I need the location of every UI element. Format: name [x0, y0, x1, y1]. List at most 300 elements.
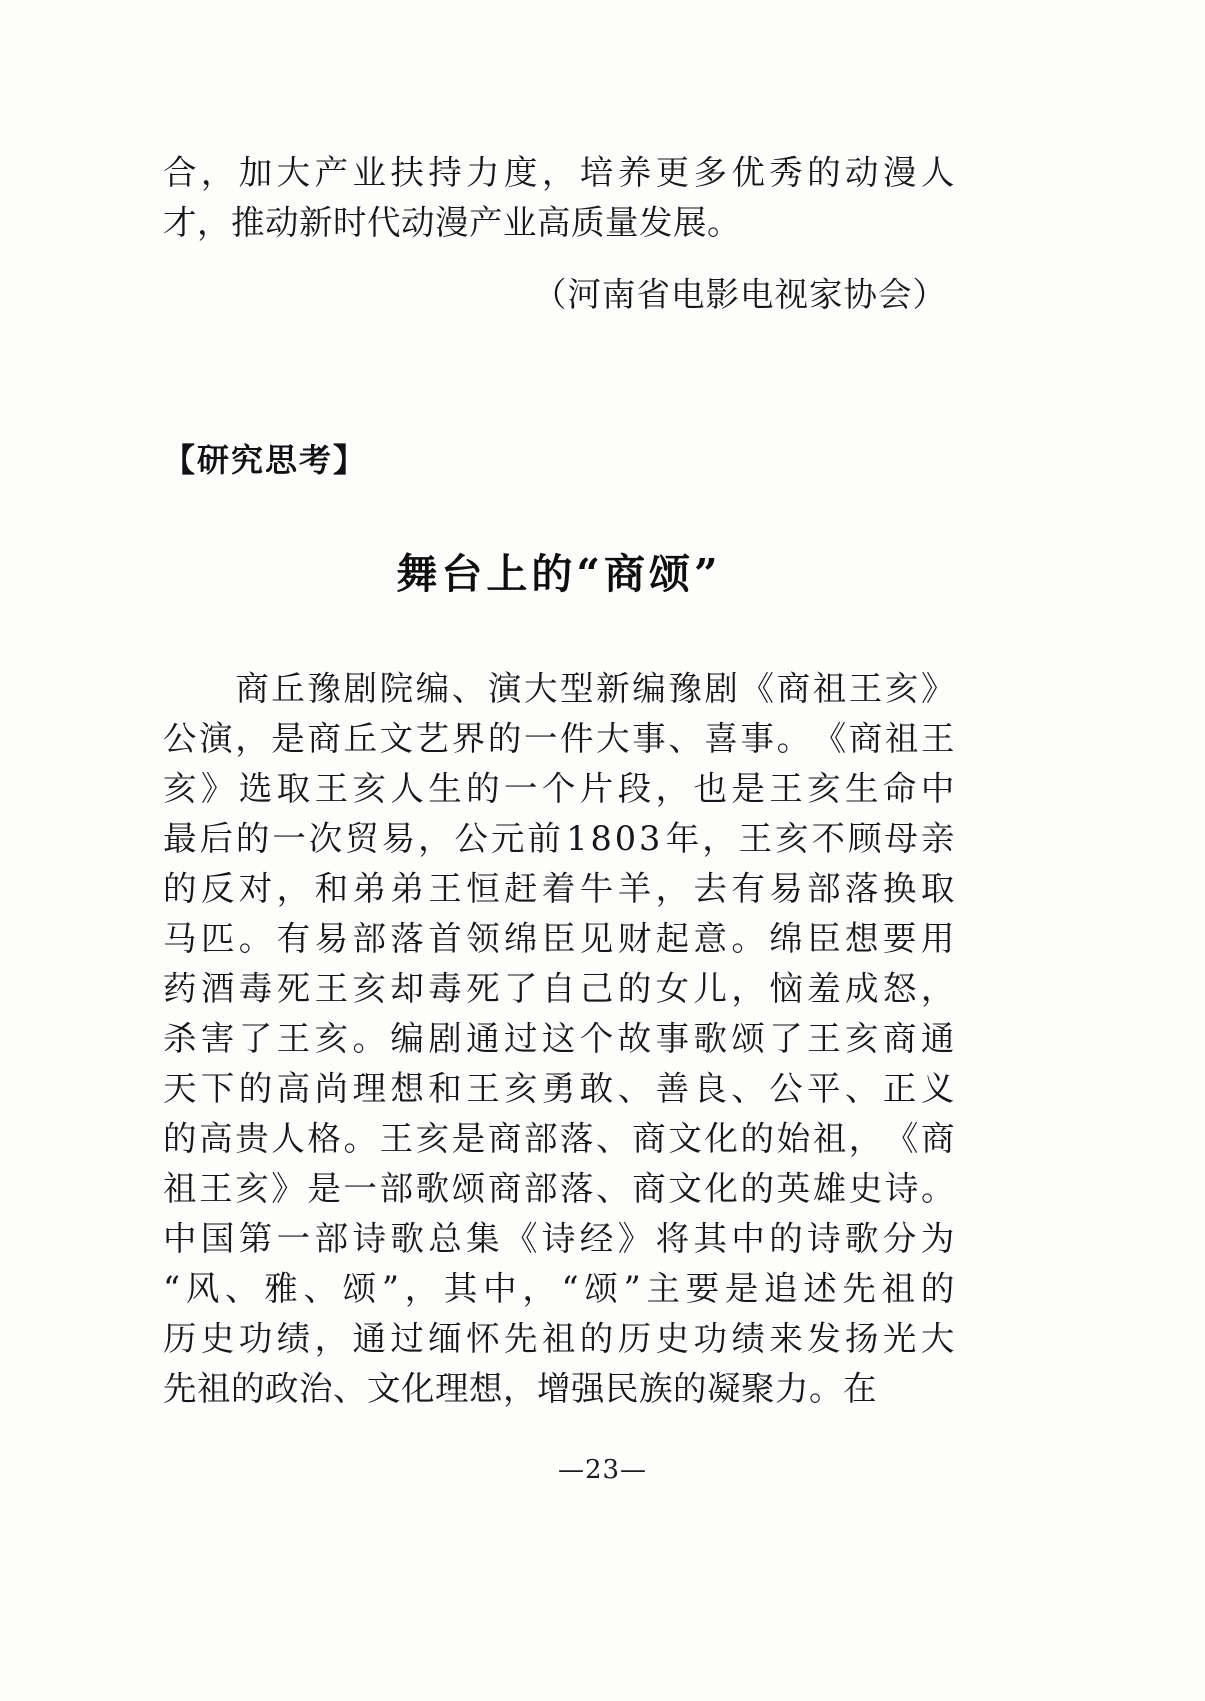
body-char: 英	[776, 1169, 811, 1208]
body-char: 的	[466, 769, 501, 808]
body-char: 国	[200, 1219, 235, 1258]
body-char: 其	[693, 1219, 728, 1258]
body-char: 亥	[884, 669, 919, 708]
body-char: 落	[390, 919, 425, 958]
body-char: 天	[163, 1069, 197, 1108]
body-char: 自	[541, 969, 576, 1008]
body-char: 事	[655, 1019, 690, 1058]
body-char: ，	[418, 819, 453, 858]
body-char: 王	[314, 769, 349, 808]
body-char: 和	[314, 869, 349, 908]
body-char: 中	[920, 769, 955, 808]
body-char: 生	[845, 769, 880, 808]
body-char: 0	[614, 819, 637, 858]
body-char: 王	[920, 719, 955, 758]
body-char: 剧	[704, 669, 739, 708]
body-char: 。	[343, 1119, 378, 1158]
body-char: 商	[487, 1169, 522, 1208]
body-char: 、	[596, 1119, 631, 1158]
body-char: 史	[655, 1319, 690, 1358]
body-char: 雄	[812, 1169, 847, 1208]
body-char: 剧	[343, 669, 378, 708]
body-char: 颂	[342, 1269, 377, 1308]
body-char: 商	[920, 1119, 955, 1158]
body-char: 3	[639, 819, 661, 858]
body-char: 化	[704, 1169, 739, 1208]
body-char: 一	[272, 819, 307, 858]
body-char: 历	[163, 1319, 197, 1358]
body-char: 毒	[238, 969, 273, 1008]
closing-char: 更	[655, 153, 690, 192]
closing-char: 优	[731, 153, 766, 192]
body-char: 王	[738, 819, 773, 858]
body-char: 成	[845, 969, 880, 1008]
body-char: 演	[199, 719, 234, 758]
body-char: 王	[807, 1019, 842, 1058]
body-char: 怒	[882, 969, 917, 1008]
body-char: 羞	[807, 969, 842, 1008]
body-char: 最	[163, 819, 197, 858]
body-char: 良	[693, 1069, 728, 1108]
body-char: 亥	[235, 1169, 270, 1208]
body-char: 部	[523, 1119, 558, 1158]
body-char: 祖	[812, 1119, 847, 1158]
closing-char: 养	[617, 153, 652, 192]
body-char: 了	[238, 1019, 273, 1058]
body-char: 喜	[704, 719, 739, 758]
body-char: 意	[693, 919, 728, 958]
body-char: 王	[199, 1169, 234, 1208]
body-char: 。	[920, 1169, 955, 1208]
body-char: 王	[276, 1019, 311, 1058]
body-char: 、	[225, 1269, 260, 1308]
body-char: 、	[845, 1069, 880, 1108]
body-char: 死	[276, 969, 311, 1008]
body-char: 1	[566, 819, 589, 858]
body-char: 的	[740, 1119, 775, 1158]
body-char: 弟	[352, 869, 387, 908]
body-char: ，	[702, 819, 737, 858]
body-char: 易	[314, 919, 349, 958]
body-char: 一	[504, 769, 539, 808]
body-char: 经	[579, 1219, 614, 1258]
body-char: 新	[596, 669, 631, 708]
body-char: 中	[483, 1269, 518, 1308]
body-char: 商	[307, 719, 342, 758]
body-char: 事	[740, 719, 775, 758]
body-char: 首	[428, 919, 463, 958]
body-char: 艺	[415, 719, 450, 758]
body-char: 诗	[352, 1219, 387, 1258]
body-char: 故	[617, 1019, 652, 1058]
page-number: —23—	[557, 1455, 648, 1485]
body-char: 的	[163, 1119, 197, 1158]
body-line	[163, 864, 955, 914]
section-marker: 【研究思考】	[163, 442, 368, 478]
closing-char: 秀	[769, 153, 804, 192]
closing-char: 漫	[882, 153, 917, 192]
closing-char: 的	[807, 153, 842, 192]
body-char: 风	[185, 1269, 220, 1308]
body-char: 敢	[579, 1069, 614, 1108]
body-char: 诗	[884, 1169, 919, 1208]
body-char: 丘	[343, 719, 378, 758]
body-char: 换	[882, 869, 917, 908]
closing-char: 扶	[390, 153, 425, 192]
body-char: 落	[845, 869, 880, 908]
body-char: 想	[390, 1069, 425, 1108]
body-char: ，	[731, 969, 766, 1008]
body-char: ，	[920, 969, 955, 1008]
body-char: 高	[199, 1119, 234, 1158]
body-char: 义	[920, 1069, 955, 1108]
body-char: 领	[466, 919, 501, 958]
body-char: 商	[632, 1119, 667, 1158]
body-char: 下	[200, 1069, 235, 1108]
body-char: 缅	[428, 1319, 463, 1358]
body-char: 顾	[847, 819, 882, 858]
closing-char: 合	[163, 153, 197, 192]
body-char: 史	[200, 1319, 235, 1358]
body-char: 落	[560, 1169, 595, 1208]
body-char: 易	[769, 869, 804, 908]
closing-char: 加	[238, 153, 273, 192]
body-char: 的	[235, 819, 270, 858]
body-char: 通	[466, 1019, 501, 1058]
body-line	[163, 764, 955, 814]
body-line	[163, 1014, 955, 1064]
body-line-text: 先祖的政治、文化理想，增强民族的凝聚力。在	[163, 1369, 877, 1408]
body-char: 、	[731, 1069, 766, 1108]
body-char: 为	[920, 1219, 955, 1258]
closing-char: 力	[466, 153, 501, 192]
body-char: 毒	[428, 969, 463, 1008]
body-char: 也	[693, 769, 728, 808]
body-char: 易	[381, 819, 416, 858]
body-char: 却	[390, 969, 425, 1008]
body-char: 部	[523, 1169, 558, 1208]
body-char: 杀	[163, 1019, 197, 1058]
body-char: 界	[451, 719, 486, 758]
body-char: 大	[523, 669, 558, 708]
body-char: 大	[920, 1319, 955, 1358]
body-char: 了	[504, 969, 539, 1008]
body-char: 。	[352, 1019, 387, 1058]
article-body	[163, 664, 955, 1414]
body-char: 的	[920, 1269, 955, 1308]
closing-char: 人	[920, 153, 955, 192]
body-char: 取	[920, 869, 955, 908]
body-char: 商	[776, 669, 811, 708]
body-char: 、	[303, 1269, 338, 1308]
body-char: 恼	[769, 969, 804, 1008]
body-char: 祖	[881, 1269, 916, 1308]
body-char: 亥	[845, 1019, 880, 1058]
body-char: ，	[314, 1319, 349, 1358]
body-char: 善	[655, 1069, 690, 1108]
body-char: 生	[428, 769, 463, 808]
body-char: 用	[920, 919, 955, 958]
body-char: 商	[632, 1169, 667, 1208]
body-char: 这	[541, 1019, 576, 1058]
body-line	[163, 814, 955, 864]
body-char: 歌	[845, 1219, 880, 1258]
body-char: 牛	[579, 869, 614, 908]
body-char: 一	[276, 1219, 311, 1258]
body-char: 》	[200, 769, 235, 808]
text-column	[163, 148, 955, 1414]
body-char: 高	[276, 1069, 311, 1108]
body-char: 集	[466, 1219, 501, 1258]
body-char: 编	[415, 669, 450, 708]
body-char: ”	[623, 1269, 642, 1308]
body-char: 绵	[769, 919, 804, 958]
body-char: 想	[845, 919, 880, 958]
body-char: 《	[740, 669, 775, 708]
body-char: 匹	[200, 919, 235, 958]
body-line	[163, 964, 955, 1014]
body-char	[163, 664, 197, 714]
body-char: 女	[655, 969, 690, 1008]
body-char: 财	[617, 919, 652, 958]
closing-char: 持	[428, 153, 463, 192]
body-char: 、	[617, 1069, 652, 1108]
body-char: 祖	[163, 1169, 197, 1208]
body-line	[163, 1214, 955, 1264]
closing-line	[163, 198, 955, 248]
body-char: ，	[848, 1119, 883, 1158]
closing-line	[163, 148, 955, 198]
body-char: 将	[655, 1219, 690, 1258]
previous-article-closing	[163, 148, 955, 248]
body-char: 功	[238, 1319, 273, 1358]
body-line	[163, 914, 955, 964]
body-char: 先	[842, 1269, 877, 1308]
body-char: 王	[466, 1069, 501, 1108]
body-char: 酒	[200, 969, 235, 1008]
body-char: 落	[560, 1119, 595, 1158]
body-char: 是	[731, 769, 766, 808]
body-char: 年	[665, 819, 700, 858]
body-char: 诗	[541, 1219, 576, 1258]
body-char: 己	[579, 969, 614, 1008]
body-char: 亥	[504, 1069, 539, 1108]
body-char: 臣	[541, 919, 576, 958]
body-char: 豫	[307, 669, 342, 708]
body-line	[163, 664, 955, 714]
closing-char: 大	[276, 153, 311, 192]
closing-char: 产	[314, 153, 349, 192]
closing-char: ，	[200, 153, 235, 192]
body-char: 的	[238, 1069, 273, 1108]
body-char: 的	[163, 869, 197, 908]
body-char: 一	[343, 1169, 378, 1208]
body-char: 要	[882, 919, 917, 958]
body-char: 公	[769, 1069, 804, 1108]
body-char: 部	[807, 869, 842, 908]
body-char: 诗	[807, 1219, 842, 1258]
body-char: 雅	[264, 1269, 299, 1308]
body-char: 格	[307, 1119, 342, 1158]
body-char: 豫	[668, 669, 703, 708]
body-char: 扬	[845, 1319, 880, 1358]
body-char	[199, 664, 233, 714]
body-char: 。	[731, 919, 766, 958]
body-char: 反	[200, 869, 235, 908]
closing-char: 培	[579, 153, 614, 192]
body-char: 死	[466, 969, 501, 1008]
body-char: 见	[579, 919, 614, 958]
body-char: 取	[276, 769, 311, 808]
body-char: 公	[163, 719, 197, 758]
body-char: 王	[379, 1119, 414, 1158]
body-char: 亥	[807, 769, 842, 808]
body-char: 贸	[345, 819, 380, 858]
body-char: 的	[740, 1169, 775, 1208]
body-char: ，	[235, 719, 270, 758]
body-char: 要	[685, 1269, 720, 1308]
body-char: 中	[731, 1219, 766, 1258]
body-char: 祖	[541, 1319, 576, 1358]
body-char: ，	[404, 1269, 439, 1308]
body-char: 颂	[731, 1019, 766, 1058]
body-char: 颂	[584, 1269, 619, 1308]
body-char: 选	[238, 769, 273, 808]
body-char: 歌	[390, 1219, 425, 1258]
body-char: 《	[884, 1119, 919, 1158]
body-char: 平	[807, 1069, 842, 1108]
body-char: 元	[490, 819, 525, 858]
body-char: 正	[882, 1069, 917, 1108]
body-char: 药	[163, 969, 197, 1008]
body-char: 勇	[541, 1069, 576, 1108]
body-char: 过	[390, 1319, 425, 1358]
body-char: 亥	[352, 769, 387, 808]
body-line	[163, 1364, 955, 1414]
body-char: 是	[271, 719, 306, 758]
body-char: 编	[632, 669, 667, 708]
body-char: 起	[655, 919, 690, 958]
body-char: 部	[379, 1169, 414, 1208]
body-char: 后	[199, 819, 234, 858]
body-char: 分	[882, 1219, 917, 1258]
body-char: 绵	[504, 919, 539, 958]
body-char: 有	[731, 869, 766, 908]
body-char: 通	[920, 1019, 955, 1058]
body-line	[163, 714, 955, 764]
body-char: 片	[579, 769, 614, 808]
body-char: 商	[235, 669, 270, 708]
body-char: 的	[769, 1219, 804, 1258]
body-char: 命	[882, 769, 917, 808]
body-char: 发	[807, 1319, 842, 1358]
body-line	[163, 1314, 955, 1364]
body-char: 弟	[390, 869, 425, 908]
body-char: 文	[379, 719, 414, 758]
body-char: 亥	[415, 1119, 450, 1158]
body-char: 理	[352, 1069, 387, 1108]
body-char: 商	[487, 1119, 522, 1158]
body-char: 先	[504, 1319, 539, 1358]
body-char: 亲	[920, 819, 955, 858]
body-char: 歌	[693, 1019, 728, 1058]
body-char: 始	[776, 1119, 811, 1158]
body-char: 、	[668, 719, 703, 758]
body-char: 商	[848, 719, 883, 758]
body-char: 次	[308, 819, 343, 858]
body-char: 史	[848, 1169, 883, 1208]
body-char: 儿	[693, 969, 728, 1008]
body-char: 。	[238, 919, 273, 958]
body-char: 一	[523, 719, 558, 758]
body-char: 》	[920, 669, 955, 708]
body-char: 亥	[163, 769, 197, 808]
body-char: 亥	[352, 969, 387, 1008]
body-char: 恒	[466, 869, 501, 908]
body-char: 第	[238, 1219, 273, 1258]
body-char: 王	[848, 669, 883, 708]
body-char: 颂	[451, 1169, 486, 1208]
closing-char: 动	[845, 153, 880, 192]
body-char: ”	[381, 1269, 400, 1308]
body-char: 部	[314, 1219, 349, 1258]
body-char: 《	[812, 719, 847, 758]
body-char: 剧	[428, 1019, 463, 1058]
closing-char: 度	[504, 153, 539, 192]
body-char: “	[561, 1269, 580, 1308]
body-char: 去	[693, 869, 728, 908]
body-char: 贵	[235, 1119, 270, 1158]
body-char: 《	[504, 1219, 539, 1258]
body-char: 绩	[731, 1319, 766, 1358]
body-char: 臣	[807, 919, 842, 958]
body-char: 事	[632, 719, 667, 758]
body-char: ，	[522, 1269, 557, 1308]
body-char: 总	[428, 1219, 463, 1258]
closing-line-text: 才，推动新时代动漫产业高质量发展。	[163, 203, 741, 242]
body-char: 院	[379, 669, 414, 708]
body-char: 光	[882, 1319, 917, 1358]
body-char: 的	[617, 969, 652, 1008]
body-char: 对	[238, 869, 273, 908]
body-char: 来	[769, 1319, 804, 1358]
body-char: 亥	[775, 819, 810, 858]
body-char: 文	[668, 1119, 703, 1158]
body-char: 王	[428, 869, 463, 908]
body-char: 、	[451, 669, 486, 708]
body-char: 》	[271, 1169, 306, 1208]
body-line	[163, 1164, 955, 1214]
article-title: 舞台上的“商颂”	[396, 550, 722, 598]
body-char: 了	[769, 1019, 804, 1058]
body-char: 王	[769, 769, 804, 808]
body-char: 祖	[884, 719, 919, 758]
body-char: 编	[390, 1019, 425, 1058]
body-char: 历	[617, 1319, 652, 1358]
body-char: 过	[504, 1019, 539, 1058]
body-char: 主	[646, 1269, 681, 1308]
body-char: 马	[163, 919, 197, 958]
body-char: 其	[443, 1269, 478, 1308]
body-char: 追	[764, 1269, 799, 1308]
body-char: 尚	[314, 1069, 349, 1108]
body-char: 丘	[271, 669, 306, 708]
body-line	[163, 1264, 955, 1314]
body-char: 不	[811, 819, 846, 858]
body-char: 8	[590, 819, 613, 858]
body-char: 商	[882, 1019, 917, 1058]
body-char: 文	[668, 1169, 703, 1208]
